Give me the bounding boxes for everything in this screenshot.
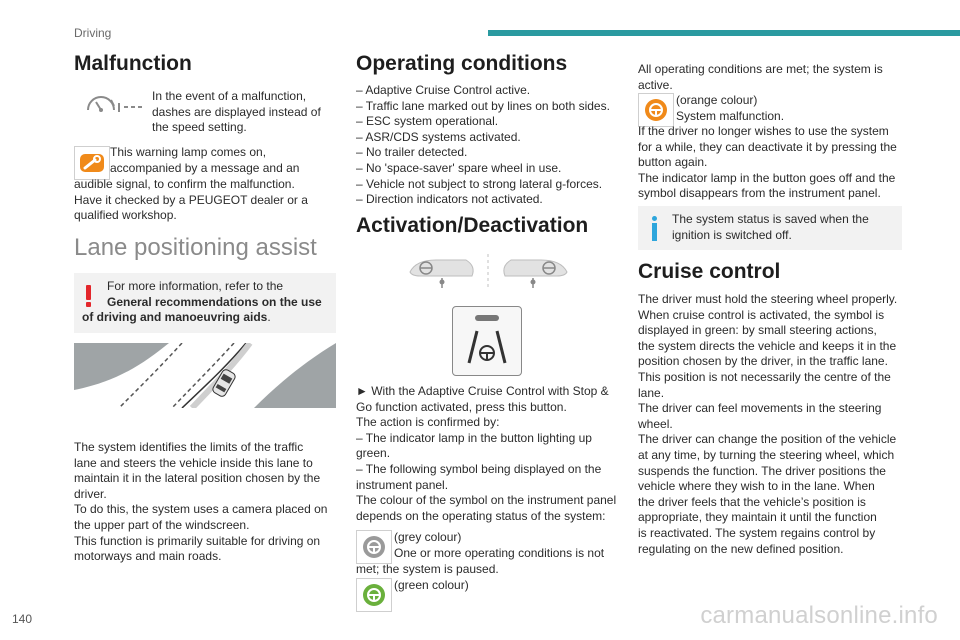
lane-road-illustration [74, 343, 336, 408]
list-item: – ESC system operational. [356, 114, 499, 129]
section-title: Driving [74, 26, 112, 40]
steering-control-illustration [406, 252, 571, 292]
general-recommendations-note: For more information, refer to the General recommendations on the use of driving and manoeuvring aids. [74, 273, 336, 333]
list-item: – Direction indicators not activated. [356, 192, 543, 207]
green-status-desc: All operating conditions are met; the system is active. [638, 62, 883, 92]
list-item: – Vehicle not subject to strong lateral g-forces. [356, 176, 603, 191]
orange-colour-label: (orange colour) [676, 93, 758, 107]
page-number: 140 [12, 612, 33, 626]
watermark: carmanualsonline.info [700, 602, 938, 629]
warning-exclamation-icon [86, 285, 92, 307]
lane-symbol-orange-icon [638, 93, 674, 127]
lane-positioning-heading: Lane positioning assist [74, 234, 317, 261]
deactivation-text: If the driver no longer wishes to use the system for a while, they can deactivate it by pressing the button again. The indicator lamp in the button goes off and the symbol disappears from the instrument panel. [638, 124, 897, 201]
list-item: – ASR/CDS systems activated. [356, 129, 521, 144]
list-item: – No trailer detected. [356, 145, 468, 160]
lane-description: The system identifies the limits of the traffic lane and steers the vehicle inside this lane to maintain it in the lateral position chosen by the driver. To do this, the system uses a camera placed on the upper part of the windscreen. This function is primarily suitable for driving on motorways and main roads. [74, 440, 328, 564]
list-item: – Traffic lane marked out by lines on both sides. [356, 98, 610, 113]
lane-symbol-green-icon [356, 578, 392, 612]
wrench-warning-icon [74, 146, 110, 180]
info-icon [652, 216, 658, 241]
speed-dashes-icon [84, 90, 144, 120]
operating-conditions-list [356, 83, 620, 208]
malfunction-para2-first: This warning lamp comes on, accompanied by a message and an [110, 145, 300, 175]
orange-colour-desc: System malfunction. [676, 108, 785, 123]
malfunction-para2-rest: audible signal, to confirm the malfunction. Have it checked by a PEUGEOT dealer or a qualified workshop. [74, 177, 308, 223]
list-item: – No 'space-saver' spare wheel in use. [356, 160, 562, 175]
grey-colour-desc: met; the system is paused. [356, 562, 499, 576]
lane-symbol-grey-icon [356, 530, 392, 564]
status-saved-note: The system status is saved when the ignition is switched off. [638, 206, 902, 250]
grey-colour-label: (grey colour) [394, 530, 462, 544]
cruise-control-heading: Cruise control [638, 260, 781, 283]
activation-steps: ► With the Adaptive Cruise Control with Stop & Go function activated, press this button. The action is confirmed by: – The indicator lamp in the button lighting up green. – The following symbol being displayed on the instrument panel. The colour of the symbol on the instrument panel depends on the operating status of the system: [356, 384, 617, 523]
list-item: – Adaptive Cruise Control active. [356, 83, 531, 97]
header-accent-bar [488, 30, 960, 36]
activation-heading: Activation/Deactivation [356, 214, 589, 237]
operating-conditions-heading: Operating conditions [356, 52, 568, 75]
malfunction-para1: In the event of a malfunction, dashes are displayed instead of the speed setting. [152, 89, 321, 135]
green-colour-label: (green colour) [394, 578, 469, 592]
malfunction-heading: Malfunction [74, 52, 192, 75]
lane-assist-button-illustration [452, 306, 522, 376]
cruise-control-body: The driver must hold the steering wheel properly. When cruise control is activated, the symbol is displayed in green: by small steering actions, the system directs the vehicle and keeps it in the position chosen by the driver, in the traffic lane. This position is not necessarily the centre of the lane. The driver can feel movements in the steering wheel. The driver can change the position of the vehicle at any time, by turning the steering wheel, which suspends the function. The driver positions the vehicle where they wish to in the lane. When the driver feels that the vehicle’s position is appropriate, they maintain it until the function is reactivated. The system regains control by regulating on the new defined position. [638, 292, 898, 556]
